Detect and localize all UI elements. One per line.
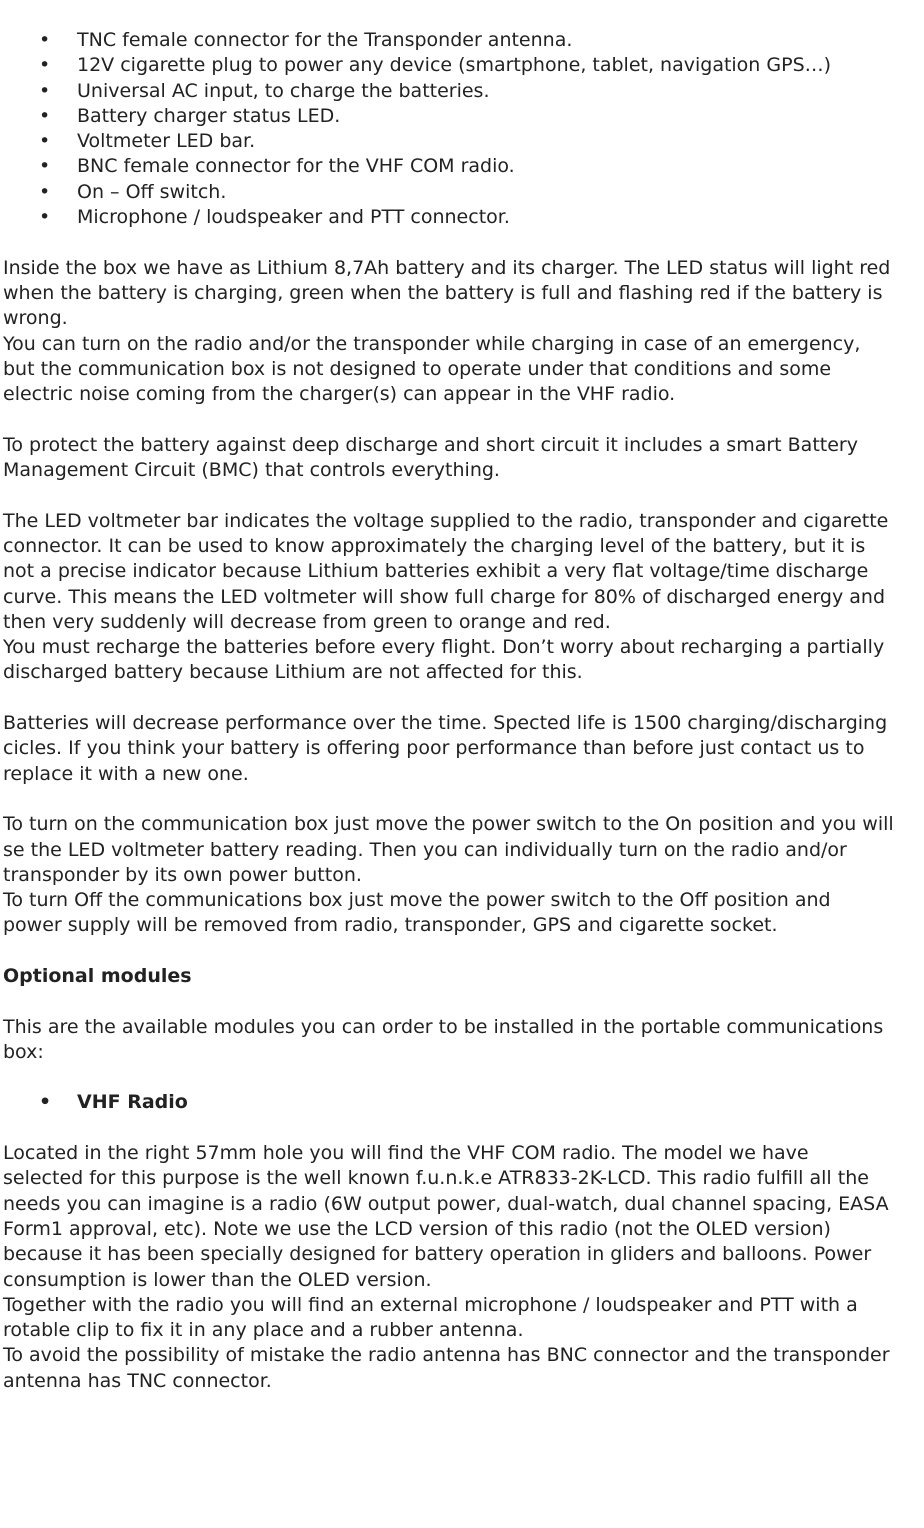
bullet-icon: • — [39, 206, 51, 229]
list-item: • Battery charger status LED. — [3, 104, 924, 129]
paragraph-vhf-accessories: Together with the radio you will find an external microphone / loudspeaker and PTT with a rotable clip to fix it in any place and a rubber antenna. — [3, 1293, 858, 1342]
list-item: • Microphone / loudspeaker and PTT connector. — [3, 205, 924, 230]
paragraph-vhf-located: Located in the right 57mm hole you will find the VHF COM radio. The model we have selected for this purpose is the well known f.u.n.k.e ATR833-2K-LCD. This radio fulfill all the needs you can imagine is a radio (6W output power, dual-watch, dual channel spacing, EASA Form1 approval, etc). Note we use the LCD version of this radio (not the OLED version) because it has been specially designed for battery operation in gliders and balloons. Power consumption is lower than the OLED version. — [3, 1142, 889, 1291]
spacer — [3, 1065, 924, 1090]
paragraph-charging-use: You can turn on the radio and/or the transponder while charging in case of an emergency, but the communication box is not designed to operate under that conditions and some electric noise coming from the charger(s) can appear in the VHF radio. — [3, 332, 861, 406]
spacer — [3, 686, 924, 711]
spacer — [3, 483, 924, 508]
spacer — [3, 787, 924, 812]
paragraph-battery-inside: Inside the box we have as Lithium 8,7Ah battery and its charger. The LED status will light red when the battery is charging, green when the battery is full and flashing red if the battery is wrong. — [3, 256, 891, 330]
section-heading-optional-modules: Optional modules — [3, 964, 192, 987]
paragraph-vhf-antenna: To avoid the possibility of mistake the radio antenna has BNC connector and the transponder antenna has TNC connector. — [3, 1344, 890, 1392]
list-item: • 12V cigarette plug to power any device (smartphone, tablet, navigation GPS…) — [3, 53, 924, 78]
list-item: • On – Off switch. — [3, 180, 924, 205]
bullet-icon: • — [39, 29, 51, 51]
list-item: • BNC female connector for the VHF COM radio. — [3, 154, 924, 179]
spacer — [3, 939, 924, 964]
paragraph-turn-off: To turn Off the communications box just move the power switch to the Off position and power supply will be removed from radio, transponder, GPS and cigarette socket. — [3, 889, 831, 937]
paragraph-turn-on: To turn on the communication box just move the power switch to the On position and you will se the LED voltmeter battery reading. Then you can individually turn on the radio and/or transponder by its own power button. — [3, 813, 894, 886]
list-item: • VHF Radio — [3, 1090, 924, 1115]
spacer — [3, 989, 924, 1014]
spacer — [3, 230, 924, 255]
list-item: • Voltmeter LED bar. — [3, 129, 924, 154]
bullet-icon: • — [39, 104, 51, 127]
bullet-icon: • — [39, 130, 51, 153]
paragraph-voltmeter: The LED voltmeter bar indicates the voltage supplied to the radio, transponder and cigarette connector. It can be used to know approximately the charging level of the battery, but it is not a precise indicator because Lithium batteries exhibit a very flat voltage/time discharge curve. This means the LED voltmeter will show full charge for 80% of discharged energy and then very suddenly will decrease from green to orange and red. — [3, 509, 889, 633]
spacer — [3, 1116, 924, 1141]
paragraph-recharge: You must recharge the batteries before every flight. Don’t worry about recharging a partially discharged battery because Lithium are not affected for this. — [3, 636, 885, 684]
bullet-icon: • — [39, 180, 51, 203]
paragraph-bmc: To protect the battery against deep discharge and short circuit it includes a smart Battery Management Circuit (BMC) that controls everything. — [3, 433, 858, 482]
paragraph-lifetime: Batteries will decrease performance over the time. Spected life is 1500 charging/discharging cicles. If you think your battery is offering poor performance than before just contact us to replace it with a new one. — [3, 712, 888, 785]
list-item: • TNC female connector for the Transponder antenna. — [3, 28, 924, 53]
bullet-icon: • — [39, 155, 51, 178]
connectors-list — [3, 28, 924, 230]
modules-list — [3, 1090, 924, 1115]
list-item: • Universal AC input, to charge the batteries. — [3, 79, 924, 104]
bullet-icon: • — [39, 79, 51, 102]
paragraph-optional-intro: This are the available modules you can order to be installed in the portable communications box: — [3, 1015, 884, 1063]
bullet-icon: • — [39, 54, 51, 77]
spacer — [3, 407, 924, 432]
bullet-icon: • — [39, 1091, 52, 1114]
